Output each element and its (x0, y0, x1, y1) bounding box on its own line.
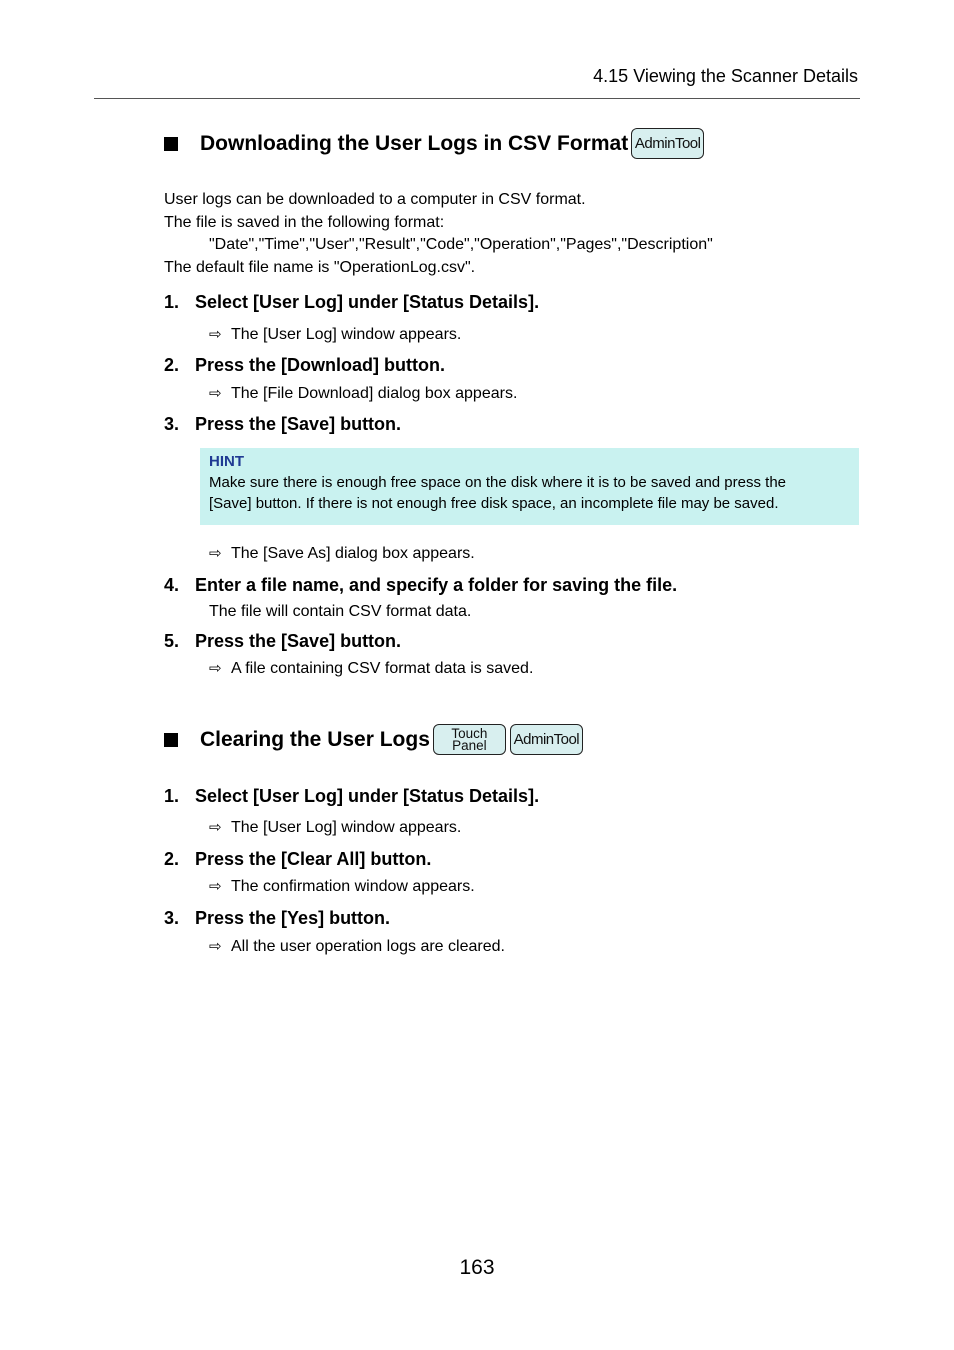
touch-panel-badge-icon (433, 724, 506, 755)
header-divider (94, 98, 860, 99)
step-1-result (209, 325, 461, 344)
clear-step-3 (164, 908, 390, 929)
section-title: Clearing the User Logs (200, 727, 430, 751)
step-text: Enter a file name, and specify a folder for saving the file. (195, 575, 678, 595)
step-2-result (209, 384, 517, 403)
result-arrow-icon: ⇨ (209, 385, 222, 402)
step-text: Press the [Yes] button. (195, 908, 391, 928)
step-number: 5. (164, 631, 180, 651)
result-text: The [Save As] dialog box appears. (231, 545, 475, 562)
section-title: Downloading the User Logs in CSV Format (200, 131, 629, 155)
clear-step-3-result (209, 937, 505, 956)
badge-line: Panel (452, 737, 487, 753)
result-arrow-icon: ⇨ (209, 545, 222, 562)
step-text: Press the [Save] button. (195, 631, 402, 651)
result-arrow-icon: ⇨ (209, 819, 222, 836)
step-2 (164, 355, 445, 376)
result-text: The [User Log] window appears. (231, 819, 462, 836)
step-1 (164, 292, 539, 313)
step-number: 1. (164, 786, 180, 806)
running-header: 4.15 Viewing the Scanner Details (593, 66, 858, 86)
step-3 (164, 414, 401, 435)
intro-line: The default file name is "OperationLog.csv". (164, 258, 476, 276)
result-arrow-icon: ⇨ (209, 660, 222, 677)
result-text: The [User Log] window appears. (231, 326, 462, 343)
step-4 (164, 575, 677, 596)
hint-text (209, 473, 850, 514)
clear-step-2-result (209, 877, 475, 896)
result-text: All the user operation logs are cleared. (231, 938, 505, 955)
badge-line: Touch (451, 725, 488, 741)
step-number: 3. (164, 908, 180, 928)
step-text: Select [User Log] under [Status Details]. (195, 786, 540, 806)
section-bullet-icon (164, 733, 178, 747)
step-text: Press the [Download] button. (195, 355, 445, 375)
step-number: 1. (164, 292, 180, 312)
admintool-badge-icon: AdminTool (631, 128, 704, 159)
section-heading-clear-logs (164, 724, 583, 755)
step-text: Press the [Save] button. (195, 414, 402, 434)
hint-line: [Save] button. If there is not enough free disk space, an incomplete file may be saved. (209, 494, 779, 512)
step-text: Select [User Log] under [Status Details]. (195, 292, 540, 312)
step-number: 2. (164, 355, 180, 375)
result-arrow-icon: ⇨ (209, 326, 222, 343)
clear-step-1-result (209, 818, 461, 837)
csv-format-line: "Date","Time","User","Result","Code","Operation","Pages","Description" (209, 236, 713, 253)
step-5-result (209, 659, 533, 678)
intro-paragraph (164, 189, 713, 279)
page-number: 163 (459, 1256, 495, 1279)
result-text: A file containing CSV format data is saved. (231, 660, 534, 677)
hint-line: Make sure there is enough free space on the disk where it is to be saved and press the (209, 474, 787, 491)
step-number: 2. (164, 849, 180, 869)
result-arrow-icon: ⇨ (209, 878, 222, 895)
clear-step-2 (164, 849, 431, 870)
clear-step-1 (164, 786, 539, 807)
admintool-badge-icon: AdminTool (510, 724, 583, 755)
step-text: Press the [Clear All] button. (195, 849, 432, 869)
step-3-result (209, 544, 475, 563)
hint-box (200, 448, 859, 525)
hint-label: HINT (209, 453, 244, 470)
section-heading-download-csv (164, 128, 704, 159)
intro-line: The file is saved in the following format: (164, 213, 445, 231)
step-4-note: The file will contain CSV format data. (209, 603, 472, 620)
result-arrow-icon: ⇨ (209, 938, 222, 955)
intro-line: User logs can be downloaded to a computer in CSV format. (164, 191, 586, 208)
step-number: 3. (164, 414, 180, 434)
step-5 (164, 631, 401, 652)
result-text: The confirmation window appears. (231, 878, 475, 895)
step-number: 4. (164, 575, 180, 595)
result-text: The [File Download] dialog box appears. (231, 385, 518, 402)
section-bullet-icon (164, 137, 178, 151)
